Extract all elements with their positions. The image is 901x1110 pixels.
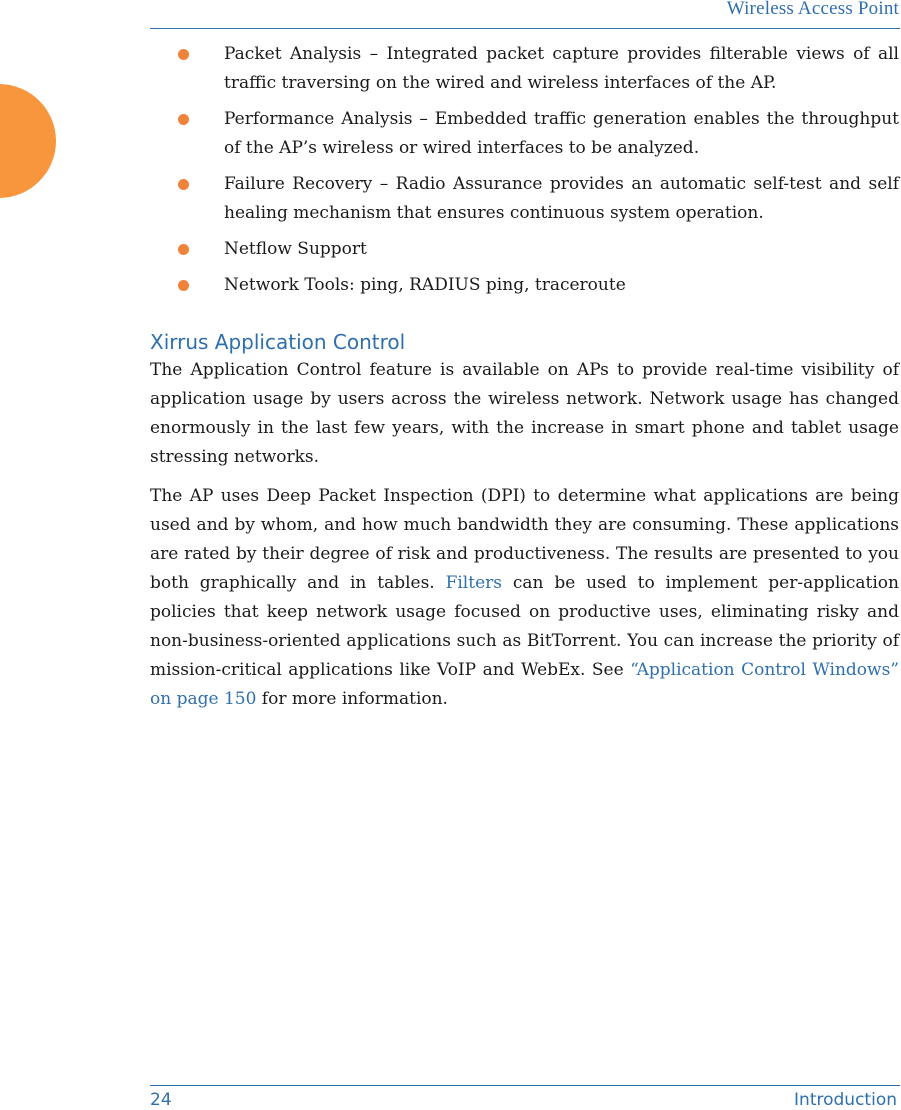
list-item-text: Failure Recovery – Radio Assurance provides an automatic self-test and self healing mechanism that ensures continuous system operation. <box>224 174 899 223</box>
paragraph-dpi-description <box>150 482 899 714</box>
paragraph-text: The AP uses Deep Packet Inspection (DPI) to determine what applications are being used and by whom, and how much bandwidth they are consuming. These applications are rated by their degree of risk and productiveness. The results are presented to you both graphically and in tables. <box>150 486 899 593</box>
list-item-text: Network Tools: ping, RADIUS ping, traceroute <box>224 275 626 295</box>
section-heading: Xirrus Application Control <box>150 330 406 354</box>
bullet-dot-icon <box>178 114 189 125</box>
bullet-dot-icon <box>178 280 189 291</box>
bullet-dot-icon <box>178 244 189 255</box>
chapter-thumb-tab <box>0 84 56 198</box>
bullet-dot-icon <box>178 49 189 60</box>
list-item <box>150 170 899 228</box>
list-item-text: Netflow Support <box>224 239 367 259</box>
list-item <box>150 235 899 264</box>
chapter-name: Introduction <box>794 1090 897 1110</box>
running-header <box>150 0 900 29</box>
list-item <box>150 271 899 300</box>
page-number: 24 <box>150 1090 172 1110</box>
list-item <box>150 105 899 163</box>
list-item-text: Performance Analysis – Embedded traffic generation enables the throughput of the AP’s wireless or wired interfaces to be analyzed. <box>224 109 899 158</box>
paragraph-application-control-intro: The Application Control feature is available on APs to provide real-time visibility of application usage by users across the wireless network. Network usage has changed enormously in the last few years, with the increase in smart phone and tablet usage stressing networks. <box>150 360 899 467</box>
list-item <box>150 40 899 98</box>
filters-link[interactable]: Filters <box>445 573 502 593</box>
list-item-text: Packet Analysis – Integrated packet capture provides filterable views of all traffic traversing on the wired and wireless interfaces of the AP. <box>224 44 899 93</box>
page-content <box>150 40 899 724</box>
bullet-dot-icon <box>178 179 189 190</box>
running-footer <box>150 1085 900 1110</box>
application-control-windows-link[interactable]: “Application Control Windows” on page 150 <box>150 660 900 709</box>
feature-bullet-list <box>150 40 899 300</box>
paragraph-text: can be used to implement per-application policies that keep network usage focused on productive uses, eliminating risky and non-business-oriented applications such as BitTorrent. You can increase the priority of mission-critical applications like VoIP and WebEx. See <box>150 573 899 680</box>
header-title: Wireless Access Point <box>726 0 899 19</box>
paragraph-text: for more information. <box>256 689 448 709</box>
